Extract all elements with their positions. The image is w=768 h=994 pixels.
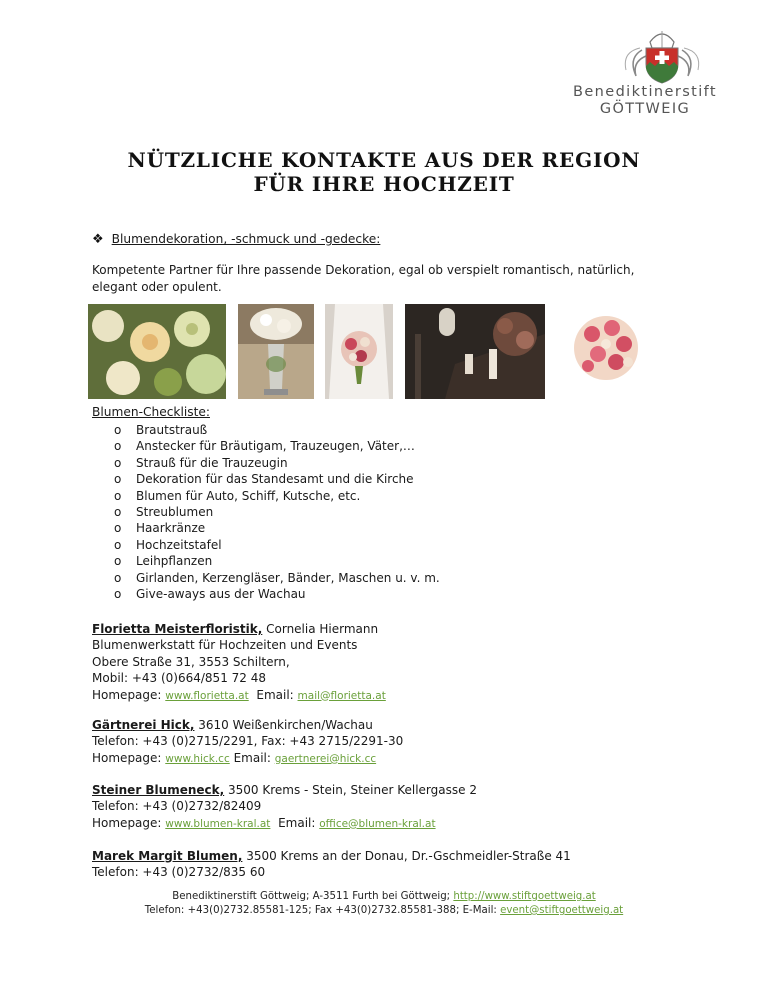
contact-line: Blumenwerkstatt für Hochzeiten und Events	[92, 638, 358, 653]
checklist-item	[114, 422, 440, 438]
checklist-item	[114, 570, 440, 586]
checklist-item	[114, 488, 440, 504]
footer-email-link[interactable]: event@stiftgoettweig.at	[500, 905, 624, 916]
homepage-link[interactable]: www.blumen-kral.at	[165, 817, 271, 830]
checklist	[114, 422, 440, 602]
contact-name: Marek Margit Blumen,	[92, 849, 243, 863]
list-bullet-icon: o	[114, 423, 122, 437]
checklist-heading: Blumen-Checkliste:	[92, 405, 210, 419]
checklist-item	[114, 504, 440, 520]
checklist-item	[114, 520, 440, 536]
contact-line: Mobil: +43 (0)664/851 72 48	[92, 671, 266, 686]
footer-website-link[interactable]: http://www.stiftgoettweig.at	[453, 891, 596, 902]
homepage-label: Homepage:	[92, 687, 162, 702]
contact-line: Obere Straße 31, 3553 Schiltern,	[92, 654, 290, 669]
contact-line: Telefon: +43 (0)2732/835 60	[92, 865, 266, 880]
flower-photo-strip	[88, 304, 718, 399]
org-name-line2: GÖTTWEIG	[599, 101, 691, 117]
homepage-label: Homepage:	[92, 815, 162, 830]
photo-church-decoration	[405, 304, 545, 399]
checklist-item-text: Leihpflanzen	[136, 554, 213, 569]
checklist-item	[114, 586, 440, 602]
list-bullet-icon: o	[114, 504, 122, 519]
contact-detail: 3500 Krems - Stein, Steiner Kellergasse 2	[224, 783, 477, 797]
list-bullet-icon: o	[114, 521, 122, 536]
org-name-line1: Benediktinerstift	[573, 84, 717, 100]
checklist-item-text: Girlanden, Kerzengläser, Bänder, Maschen u. v. m.	[136, 570, 440, 585]
homepage-link[interactable]: www.florietta.at	[165, 689, 249, 702]
checklist-item-text: Strauß für die Trauzeugin	[136, 455, 288, 470]
diamond-bullet-icon: ❖	[92, 232, 104, 247]
checklist-item-text: Blumen für Auto, Schiff, Kutsche, etc.	[136, 488, 361, 503]
list-bullet-icon: o	[114, 439, 122, 454]
contact-steiner	[92, 782, 477, 832]
checklist-item	[114, 553, 440, 569]
checklist-item	[114, 471, 440, 487]
contact-name: Florietta Meisterfloristik,	[92, 622, 263, 636]
contact-name: Steiner Blumeneck,	[92, 783, 225, 797]
contact-line: Telefon: +43 (0)2715/2291, Fax: +43 2715/2291-30	[92, 734, 404, 749]
contact-detail: 3610 Weißenkirchen/Wachau	[194, 718, 373, 732]
page-title	[0, 148, 768, 196]
photo-table-arrangement	[88, 304, 226, 399]
list-bullet-icon: o	[114, 554, 122, 569]
intro-paragraph: Kompetente Partner für Ihre passende Dekoration, egal ob verspielt romantisch, natürlich, elegant oder opulent.	[92, 263, 635, 294]
email-link[interactable]: office@blumen-kral.at	[319, 817, 436, 830]
contact-florietta	[92, 621, 386, 704]
list-bullet-icon: o	[114, 488, 122, 503]
list-bullet-icon: o	[114, 570, 122, 585]
section-heading-text: Blumendekoration, -schmuck und -gedecke:	[111, 232, 381, 246]
footer-address: Benediktinerstift Göttweig; A-3511 Furth bei Göttweig;	[172, 891, 454, 902]
photo-bridal-bouquet	[325, 304, 393, 399]
title-line1: NÜTZLICHE KONTAKTE AUS DER REGION	[127, 148, 641, 172]
homepage-label: Homepage:	[92, 750, 162, 765]
checklist-item	[114, 455, 440, 471]
email-link[interactable]: mail@florietta.at	[297, 689, 386, 702]
checklist-item-text: Give-aways aus der Wachau	[136, 586, 306, 601]
list-bullet-icon: o	[114, 455, 122, 470]
footer	[0, 890, 768, 918]
checklist-item-text: Dekoration für das Standesamt und die Kirche	[136, 472, 414, 487]
contact-hick	[92, 717, 403, 767]
contact-line: Telefon: +43 (0)2732/82409	[92, 799, 262, 814]
email-label: Email:	[278, 815, 316, 830]
contact-detail: 3500 Krems an der Donau, Dr.-Gschmeidler-Straße 41	[242, 849, 571, 863]
checklist-item-text: Haarkränze	[136, 521, 206, 536]
list-bullet-icon: o	[114, 586, 122, 601]
email-label: Email:	[256, 687, 294, 702]
checklist-item	[114, 537, 440, 553]
contact-marek	[92, 848, 571, 881]
section-heading	[92, 232, 380, 247]
checklist-item-text: Hochzeitstafel	[136, 537, 222, 552]
contact-detail: Cornelia Hiermann	[262, 622, 379, 636]
email-link[interactable]: gaertnerei@hick.cc	[274, 752, 377, 765]
org-name	[560, 84, 730, 118]
checklist-item	[114, 438, 440, 454]
checklist-item-text: Anstecker für Bräutigam, Trauzeugen, Väter,…	[136, 439, 415, 454]
list-bullet-icon: o	[114, 537, 122, 552]
checklist-item-text: Brautstrauß	[136, 423, 208, 437]
photo-vase-bouquet	[238, 304, 314, 399]
photo-rose-ball	[568, 304, 644, 399]
homepage-link[interactable]: www.hick.cc	[165, 752, 230, 765]
title-line2: FÜR IHRE HOCHZEIT	[253, 172, 515, 196]
list-bullet-icon: o	[114, 472, 122, 487]
checklist-item-text: Streublumen	[136, 504, 214, 519]
contact-name: Gärtnerei Hick,	[92, 718, 195, 732]
footer-phone: Telefon: +43(0)2732.85581-125; Fax +43(0)2732.85581-388; E-Mail:	[144, 905, 501, 916]
email-label: Email:	[233, 750, 271, 765]
